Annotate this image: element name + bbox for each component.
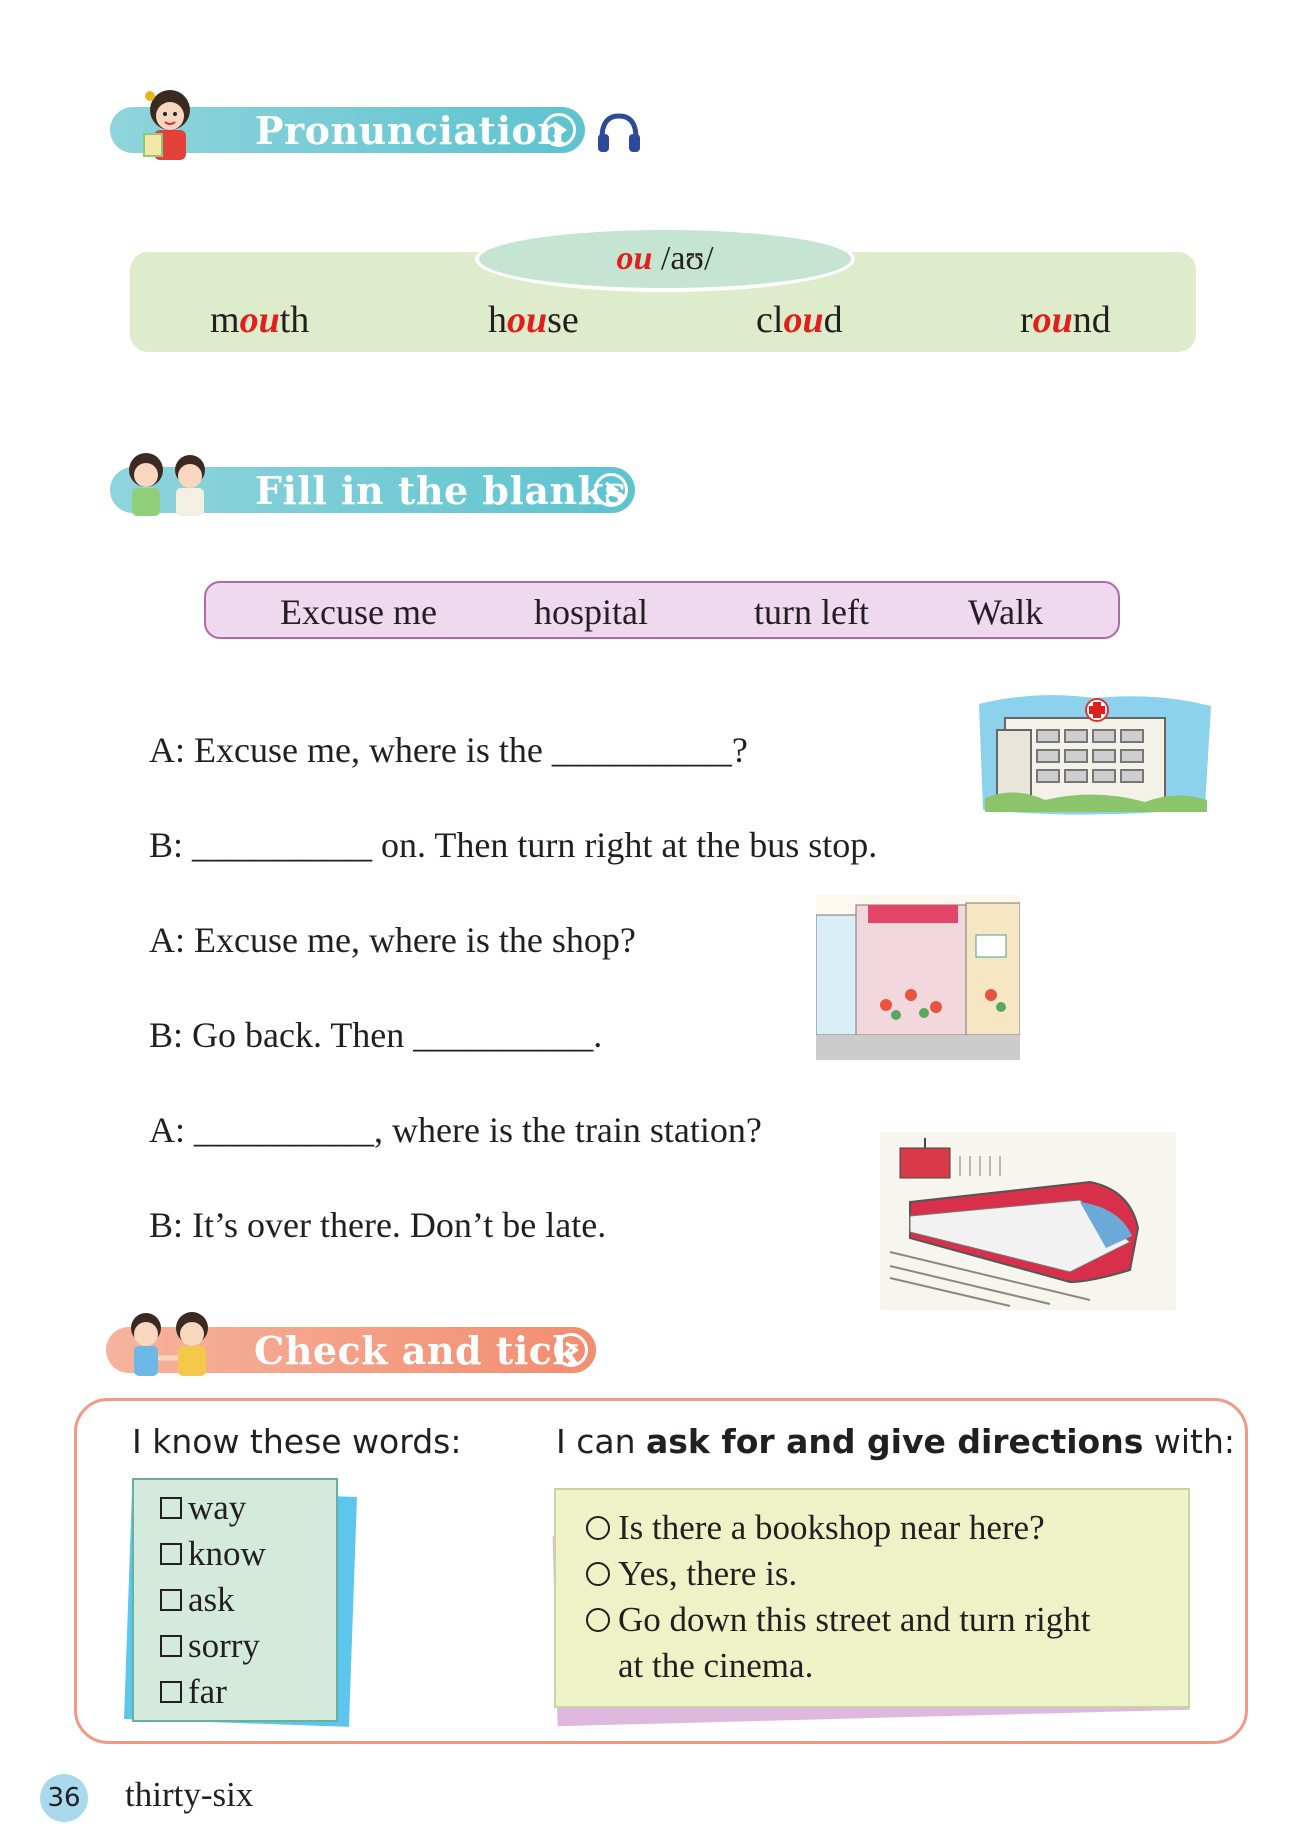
phrases-heading: I can ask for and give directions with: bbox=[556, 1422, 1235, 1461]
checklist-item[interactable]: far bbox=[160, 1672, 227, 1712]
arrow-right-icon[interactable] bbox=[542, 113, 576, 147]
pronunciation-title: Pronunciation bbox=[255, 107, 566, 153]
radio-button[interactable] bbox=[586, 1608, 610, 1632]
phrase-item-continuation: at the cinema. bbox=[618, 1646, 814, 1685]
hospital-illustration bbox=[975, 690, 1215, 820]
word-bank-item: turn left bbox=[754, 592, 869, 632]
checkbox[interactable] bbox=[160, 1589, 182, 1611]
phrase-item[interactable]: Yes, there is. bbox=[586, 1554, 797, 1594]
dialogue-line: A: Excuse me, where is the __________? bbox=[149, 730, 748, 770]
checkbox[interactable] bbox=[160, 1497, 182, 1519]
dialogue-line: B: It’s over there. Don’t be late. bbox=[149, 1205, 607, 1245]
girl-reading-icon bbox=[138, 84, 198, 164]
example-word: round bbox=[1020, 299, 1111, 341]
words-heading: I know these words: bbox=[132, 1422, 462, 1461]
checkbox[interactable] bbox=[160, 1543, 182, 1565]
word-checklist bbox=[132, 1478, 338, 1722]
dialogue-line: B: Go back. Then __________. bbox=[149, 1015, 603, 1055]
headphones-icon[interactable] bbox=[596, 110, 642, 154]
checklist-item[interactable]: ask bbox=[160, 1580, 235, 1620]
dialogue-line: A: Excuse me, where is the shop? bbox=[149, 920, 636, 960]
example-word: house bbox=[488, 299, 579, 341]
checklist-item[interactable]: way bbox=[160, 1488, 246, 1528]
fill-blanks-title: Fill in the blanks bbox=[255, 467, 627, 513]
word-bank bbox=[204, 581, 1120, 639]
phoneme-label: ou /aʊ/ bbox=[475, 226, 855, 292]
train-station-illustration bbox=[880, 1132, 1176, 1310]
example-word: cloud bbox=[756, 299, 843, 341]
page-number: 36 bbox=[40, 1774, 88, 1822]
example-word: mouth bbox=[210, 299, 310, 341]
shop-illustration bbox=[816, 895, 1020, 1060]
check-tick-title: Check and tick bbox=[254, 1327, 580, 1373]
phrase-item[interactable]: Go down this street and turn right bbox=[586, 1600, 1090, 1640]
radio-button[interactable] bbox=[586, 1516, 610, 1540]
word-bank-item: Excuse me bbox=[280, 592, 437, 632]
word-bank-item: hospital bbox=[534, 592, 648, 632]
checkbox[interactable] bbox=[160, 1681, 182, 1703]
two-kids-icon bbox=[112, 448, 222, 520]
checklist-item[interactable]: know bbox=[160, 1534, 266, 1574]
radio-button[interactable] bbox=[586, 1562, 610, 1586]
phrase-item[interactable]: Is there a bookshop near here? bbox=[586, 1508, 1045, 1548]
dialogue-line: B: __________ on. Then turn right at the bus stop. bbox=[149, 825, 878, 865]
arrow-right-icon[interactable] bbox=[594, 473, 628, 507]
page-number-words: thirty-six bbox=[125, 1775, 254, 1814]
phrase-checklist bbox=[554, 1488, 1190, 1708]
checklist-item[interactable]: sorry bbox=[160, 1626, 260, 1666]
checkbox[interactable] bbox=[160, 1635, 182, 1657]
kids-holding-hands-icon bbox=[112, 1308, 224, 1382]
dialogue-line: A: __________, where is the train station? bbox=[149, 1110, 762, 1150]
arrow-right-icon[interactable] bbox=[554, 1333, 588, 1367]
word-bank-item: Walk bbox=[968, 592, 1044, 632]
